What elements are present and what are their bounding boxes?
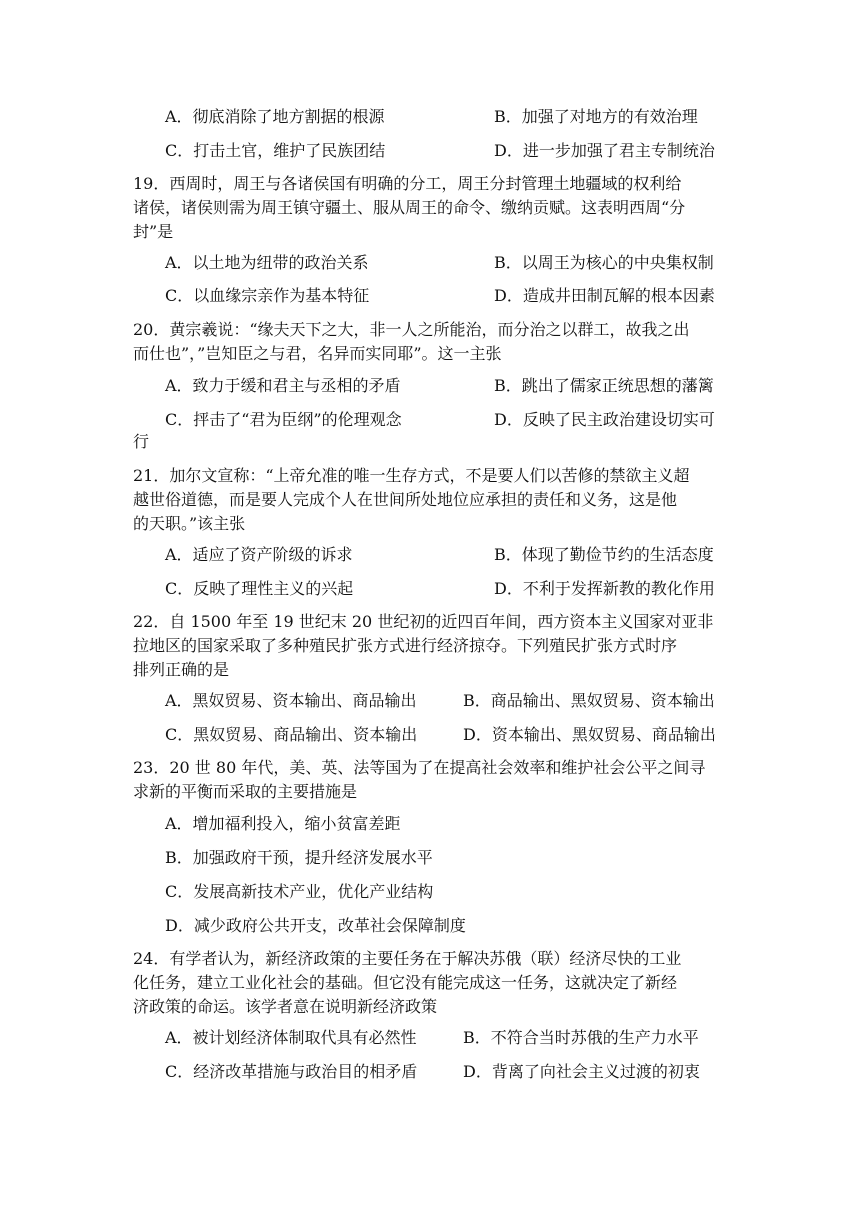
q20-option-d: D．反映了民主政治建设切实可 <box>494 410 715 429</box>
q23-option-c: C．发展高新技术产业，优化产业结构 <box>165 882 434 901</box>
q22-stem-line: 拉地区的国家采取了多种殖民扩张方式进行经济掠夺。下列殖民扩张方式时序 <box>133 636 678 655</box>
q23-stem <box>133 756 729 804</box>
q21-stem <box>133 464 729 536</box>
q19-option-d: D．造成井田制瓦解的根本因素 <box>494 286 715 305</box>
q22-stem-line: 22．自 1500 年至 19 世纪末 20 世纪初的近四百年间，西方资本主义国家对亚非 <box>133 612 714 631</box>
q21-stem-line: 21．加尔文宣称：“上帝允准的唯一生存方式，不是要人们以苦修的禁欲主义超 <box>133 466 690 485</box>
q19-option-c: C．以血缘宗亲作为基本特征 <box>165 286 370 305</box>
q20-option-a: A．致力于缓和君主与丞相的矛盾 <box>165 376 401 395</box>
q24-option-c: C．经济改革措施与政治目的相矛盾 <box>165 1062 418 1081</box>
q23-stem-line: 求新的平衡而采取的主要措施是 <box>133 782 358 801</box>
q24-option-b: B．不符合当时苏俄的生产力水平 <box>463 1028 699 1047</box>
q20-stem-line: 而仕也”，”岂知臣之与君，名异而实同耶”。这一主张 <box>133 344 502 363</box>
q20-stem <box>133 318 729 366</box>
q20-option-c: C．抨击了“君为臣纲”的伦理观念 <box>165 410 402 429</box>
q20-option-b: B．跳出了儒家正统思想的藩篱 <box>494 376 714 395</box>
q23-stem-line: 23．20 世 80 年代，美、英、法等国为了在提高社会效率和维护社会公平之间寻 <box>133 758 706 777</box>
q21-stem-line: 越世俗道德，而是要人完成个人在世间所处地位应承担的责任和义务，这是他 <box>133 490 678 509</box>
q19-stem-line: 诸侯，诸侯则需为周王镇守疆土、服从周王的命令、缴纳贡赋。这表明西周“分 <box>133 198 686 217</box>
q22-option-d: D．资本输出、黑奴贸易、商品输出 <box>463 725 716 744</box>
q22-option-b: B．商品输出、黑奴贸易、资本输出 <box>463 691 715 710</box>
q22-stem <box>133 610 729 682</box>
q18-option-c: C．打击土官，维护了民族团结 <box>165 141 386 160</box>
q22-option-c: C．黑奴贸易、商品输出、资本输出 <box>165 725 418 744</box>
q19-option-a: A．以土地为纽带的政治关系 <box>165 253 369 272</box>
q24-stem-line: 24．有学者认为，新经济政策的主要任务在于解决苏俄（联）经济尽快的工业 <box>133 949 682 968</box>
q24-stem <box>133 947 729 1019</box>
q24-option-d: D．背离了向社会主义过渡的初衷 <box>463 1062 700 1081</box>
q22-stem-line: 排列正确的是 <box>133 660 230 679</box>
q19-option-b: B．以周王为核心的中央集权制 <box>494 253 714 272</box>
q21-stem-line: 的天职。”该主张 <box>133 514 246 533</box>
q19-stem-line: 封”是 <box>133 222 174 241</box>
q19-stem <box>133 172 729 244</box>
q23-option-b: B．加强政府干预，提升经济发展水平 <box>165 848 433 867</box>
q24-option-a: A．被计划经济体制取代具有必然性 <box>165 1028 417 1047</box>
q18-option-b: B．加强了对地方的有效治理 <box>494 107 698 126</box>
q22-option-a: A．黑奴贸易、资本输出、商品输出 <box>165 691 417 710</box>
q23-option-a: A．增加福利投入，缩小贫富差距 <box>165 814 401 833</box>
q20-option-d-wrap: 行 <box>133 432 150 451</box>
q21-option-a: A．适应了资产阶级的诉求 <box>165 545 353 564</box>
q24-stem-line: 济政策的命运。该学者意在说明新经济政策 <box>133 997 438 1016</box>
q21-option-b: B．体现了勤俭节约的生活态度 <box>494 545 714 564</box>
q20-stem-line: 20．黄宗羲说：“缘夫天下之大，非一人之所能治，而分治之以群工，故我之出 <box>133 320 690 339</box>
q24-stem-line: 化任务，建立工业化社会的基础。但它没有能完成这一任务，这就决定了新经 <box>133 973 678 992</box>
q18-option-d: D．进一步加强了君主专制统治 <box>494 141 715 160</box>
q21-option-d: D．不利于发挥新教的教化作用 <box>494 579 715 598</box>
q18-option-a: A．彻底消除了地方割据的根源 <box>165 107 385 126</box>
q23-option-d: D．减少政府公共开支，改革社会保障制度 <box>165 916 466 935</box>
q19-stem-line: 19．西周时，周王与各诸侯国有明确的分工，周王分封管理土地疆域的权利给 <box>133 174 682 193</box>
q21-option-c: C．反映了理性主义的兴起 <box>165 579 354 598</box>
